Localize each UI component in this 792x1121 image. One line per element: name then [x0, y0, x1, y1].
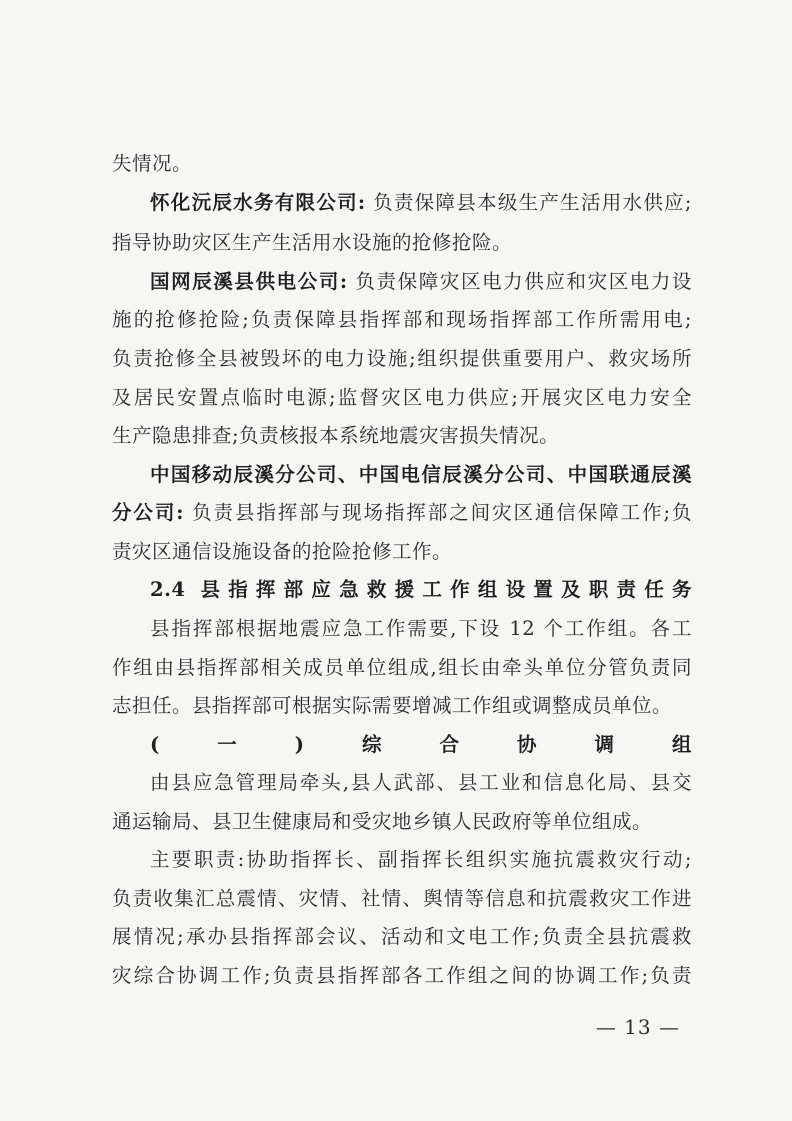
text-line: [150, 460, 692, 490]
text-span: 失情况。: [112, 152, 193, 175]
text-line: [112, 149, 692, 179]
text-span: 灾综合协调工作;负责县指挥部各工作组之间的协调工作;负责: [112, 964, 692, 987]
text-line: [112, 884, 692, 914]
text-line: [150, 768, 692, 798]
text-line: [112, 691, 692, 721]
bold-text: 分公司:: [112, 501, 184, 524]
text-span: 展情况;承办县指挥部会议、活动和文电工作;负责全县抗震救: [112, 925, 692, 948]
text-line: [112, 421, 692, 451]
text-span: 通运输局、县卫生健康局和受灾地乡镇人民政府等单位组成。: [112, 810, 653, 833]
text-line: [112, 383, 692, 413]
text-span: 指导协助灾区生产生活用水设施的抢修抢险。: [112, 231, 513, 254]
text-line: [112, 922, 692, 952]
text-line: [112, 305, 692, 335]
text-line: [150, 575, 692, 605]
bold-text: 怀化沅辰水务有限公司:: [150, 191, 366, 214]
text-span: 县指挥部根据地震应急工作需要,下设 12 个工作组。各工: [150, 617, 692, 640]
text-span: 志担任。县指挥部可根据实际需要增减工作组或调整成员单位。: [112, 694, 673, 717]
text-line: [112, 807, 692, 837]
bold-text: 2.4 县指挥部应急救援工作组设置及职责任务: [150, 578, 692, 601]
bold-text: (一)综合协调组: [150, 733, 692, 756]
text-span: 负责收集汇总震情、灾情、社情、舆情等信息和抗震救灾工作进: [112, 887, 692, 910]
text-span: 负责县指挥部与现场指挥部之间灾区通信保障工作;负: [183, 501, 692, 524]
text-line: [150, 188, 692, 218]
bold-text: 国网辰溪县供电公司:: [150, 270, 348, 293]
text-span: 及居民安置点临时电源;监督灾区电力供应;开展灾区电力安全: [112, 386, 692, 409]
text-line: [112, 498, 692, 528]
text-line: [112, 961, 692, 991]
text-line: [112, 344, 692, 374]
bold-text: 中国移动辰溪分公司、中国电信辰溪分公司、中国联通辰溪: [150, 463, 692, 486]
text-span: 施的抢修抢险;负责保障县指挥部和现场指挥部工作所需用电;: [112, 308, 692, 331]
text-line: [150, 267, 692, 297]
text-span: 负责保障县本级生产生活用水供应;: [365, 191, 692, 214]
text-line: [150, 730, 692, 760]
text-line: [112, 228, 692, 258]
text-span: 由县应急管理局牵头,县人武部、县工业和信息化局、县交: [150, 771, 692, 794]
text-span: 作组由县指挥部相关成员单位组成,组长由牵头单位分管负责同: [112, 656, 692, 679]
text-span: 负责保障灾区电力供应和灾区电力设: [347, 270, 692, 293]
page-number: — 13 —: [595, 1015, 680, 1039]
text-span: 责灾区通信设施设备的抢险抢修工作。: [112, 540, 453, 563]
text-line: [112, 537, 692, 567]
text-span: 负责抢修全县被毁坏的电力设施;组织提供重要用户、救灾场所: [112, 347, 692, 370]
text-span: 主要职责:协助指挥长、副指挥长组织实施抗震救灾行动;: [150, 848, 692, 871]
text-line: [150, 845, 692, 875]
text-line: [112, 653, 692, 683]
text-line: [150, 614, 692, 644]
text-span: 生产隐患排查;负责核报本系统地震灾害损失情况。: [112, 424, 560, 447]
